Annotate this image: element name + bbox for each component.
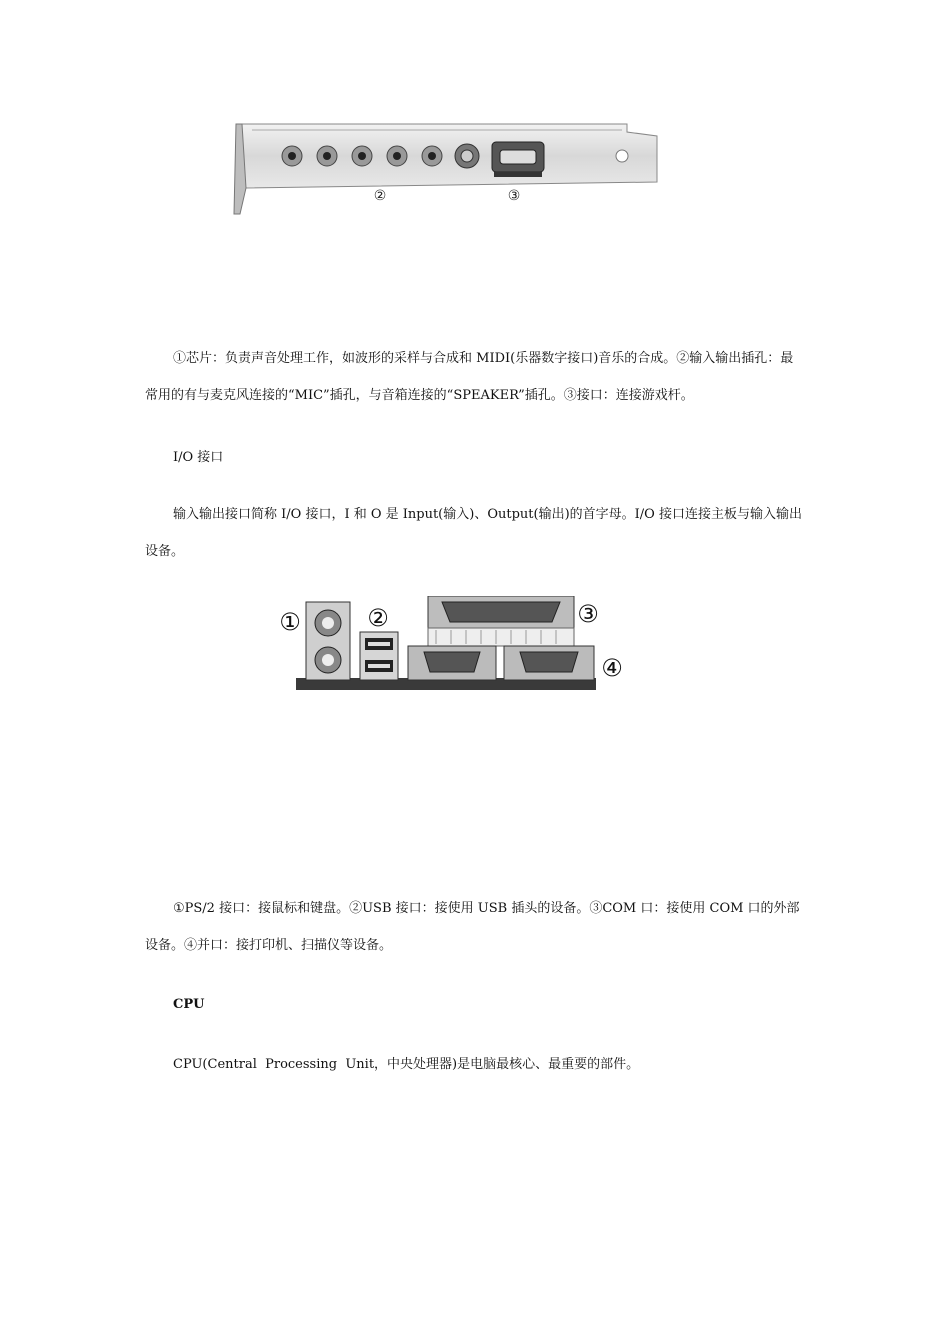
ps2-ports — [306, 602, 350, 680]
paragraph-io-interface: 输入输出接口简称 I/O 接口，I 和 O 是 Input(输入)、Output(输出)的首字母。I/O 接口连接主板与输入输出设备。 — [145, 507, 802, 559]
game-port-connector — [492, 142, 544, 177]
io-panel-figure — [276, 596, 626, 696]
callout-4: ④ — [601, 654, 623, 682]
parallel-port — [428, 596, 574, 646]
callout-1: ① — [279, 608, 301, 636]
heading-io-interface: I/O 接口 — [173, 450, 224, 465]
callout-3: ③ — [507, 188, 521, 204]
paragraph-cpu: CPU(Central Processing Unit，中央处理器)是电脑最核心、最重要的部件。 — [173, 1057, 640, 1072]
sound-card-bracket-figure — [232, 122, 662, 217]
io-panel-image — [276, 596, 626, 696]
heading-cpu: CPU — [173, 997, 205, 1012]
usb-ports — [360, 632, 398, 680]
callout-3: ③ — [577, 600, 599, 628]
paragraph-sound-card: ①芯片：负责声音处理工作，如波形的采样与合成和 MIDI(乐器数字接口)音乐的合成。②输入输出插孔：最常用的有与麦克风连接的“MIC”插孔，与音箱连接的“SPEAKER”插孔。③接口：连接游戏杆。 — [145, 351, 794, 403]
callout-2: ② — [367, 604, 389, 632]
callout-2: ② — [373, 188, 387, 204]
com-ports — [408, 646, 594, 680]
paragraph-io-ports: ①PS/2 接口：接鼠标和键盘。②USB 接口：接使用 USB 插头的设备。③COM 口：接使用 COM 口的外部设备。④并口：接打印机、扫描仪等设备。 — [145, 901, 800, 953]
sound-card-bracket-image — [232, 122, 662, 217]
